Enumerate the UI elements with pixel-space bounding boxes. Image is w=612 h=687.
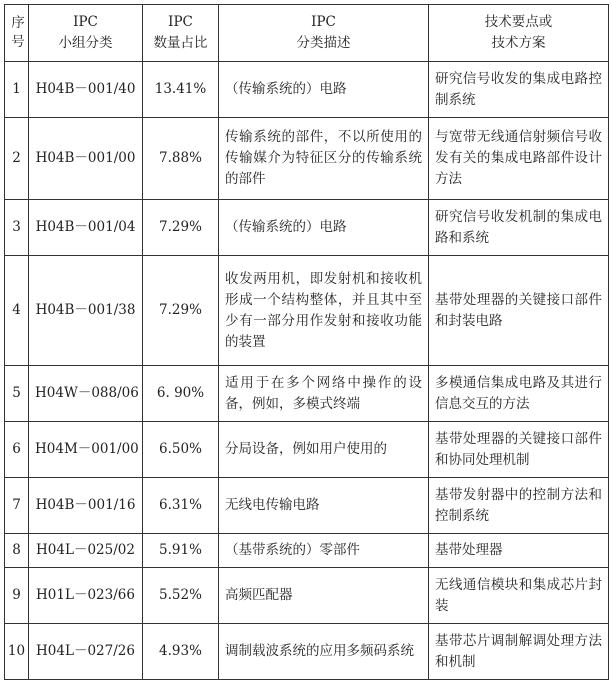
row-description: （传输系统的）电路 (219, 62, 429, 118)
row-no: 4 (5, 256, 29, 366)
header-tech (429, 5, 609, 62)
row-technology: 基带芯片调制解调处理方法和机制 (429, 624, 609, 680)
row-no: 9 (5, 568, 29, 624)
row-technology: 基带处理器的关键接口部件和封装电路 (429, 256, 609, 366)
row-share: 5.91% (143, 534, 219, 568)
row-ipc-code: H01L－023/66 (29, 568, 143, 624)
row-share: 13.41% (143, 62, 219, 118)
row-ipc-code: H04W－088/06 (29, 366, 143, 422)
row-ipc-code: H04B－001/00 (29, 118, 143, 200)
table-row (5, 478, 609, 534)
header-code-line2: 小组分类 (58, 35, 113, 51)
row-ipc-code: H04B－001/16 (29, 478, 143, 534)
row-no: 1 (5, 62, 29, 118)
row-share: 6.31% (143, 478, 219, 534)
header-pct-line1: IPC (168, 14, 193, 30)
row-no: 2 (5, 118, 29, 200)
row-no: 5 (5, 366, 29, 422)
header-no-label: 序号 (11, 15, 25, 50)
table-row (5, 118, 609, 200)
header-tech-line2: 技术方案 (491, 35, 546, 51)
row-description: （传输系统的）电路 (219, 200, 429, 256)
row-technology: 与宽带无线通信射频信号收发有关的集成电路部件设计方法 (429, 118, 609, 200)
row-technology: 基带处理器的关键接口部件和协同处理机制 (429, 422, 609, 478)
header-code-line1: IPC (73, 14, 98, 30)
row-description: 传输系统的部件，不以所使用的传输媒介为特征区分的传输系统的部件 (219, 118, 429, 200)
header-code (29, 5, 143, 62)
row-technology: 研究信号收发的集成电路控制系统 (429, 62, 609, 118)
row-technology: 研究信号收发机制的集成电路和系统 (429, 200, 609, 256)
table-row (5, 422, 609, 478)
table-row (5, 568, 609, 624)
table-header-row (5, 5, 609, 62)
row-share: 5.52% (143, 568, 219, 624)
row-ipc-code: H04M－001/00 (29, 422, 143, 478)
row-description: 无线电传输电路 (219, 478, 429, 534)
row-technology: 基带发射器中的控制方法和控制系统 (429, 478, 609, 534)
row-ipc-code: H04B－001/04 (29, 200, 143, 256)
row-share: 7.88% (143, 118, 219, 200)
table-row (5, 624, 609, 680)
header-desc-line1: IPC (311, 14, 336, 30)
row-description: 分局设备，例如用户使用的 (219, 422, 429, 478)
header-pct-line2: 数量占比 (153, 35, 208, 51)
table-row (5, 200, 609, 256)
row-technology: 无线通信模块和集成芯片封装 (429, 568, 609, 624)
row-share: 7.29% (143, 256, 219, 366)
row-description: 适用于在多个网络中操作的设备，例如，多模式终端 (219, 366, 429, 422)
row-ipc-code: H04L－025/02 (29, 534, 143, 568)
table-row (5, 62, 609, 118)
row-share: 6.50% (143, 422, 219, 478)
header-desc (219, 5, 429, 62)
ipc-classification-table (4, 4, 609, 680)
row-ipc-code: H04L－027/26 (29, 624, 143, 680)
header-no (5, 5, 29, 62)
row-share: 4.93% (143, 624, 219, 680)
row-technology: 基带处理器 (429, 534, 609, 568)
row-description: （基带系统的）零部件 (219, 534, 429, 568)
row-description: 收发两用机，即发射机和接收机形成一个结构整体，并且其中至少有一部分用作发射和接收功能的装置 (219, 256, 429, 366)
header-pct (143, 5, 219, 62)
row-no: 3 (5, 200, 29, 256)
table-row (5, 366, 609, 422)
row-share: 6. 90% (143, 366, 219, 422)
header-tech-line1: 技术要点或 (484, 14, 553, 30)
table-row (5, 256, 609, 366)
row-description: 高频匹配器 (219, 568, 429, 624)
row-no: 10 (5, 624, 29, 680)
row-share: 7.29% (143, 200, 219, 256)
row-no: 7 (5, 478, 29, 534)
row-no: 6 (5, 422, 29, 478)
row-ipc-code: H04B－001/38 (29, 256, 143, 366)
table-row (5, 534, 609, 568)
header-desc-line2: 分类描述 (296, 35, 351, 51)
row-no: 8 (5, 534, 29, 568)
row-technology: 多模通信集成电路及其进行信息交互的方法 (429, 366, 609, 422)
row-ipc-code: H04B－001/40 (29, 62, 143, 118)
row-description: 调制载波系统的应用多频码系统 (219, 624, 429, 680)
